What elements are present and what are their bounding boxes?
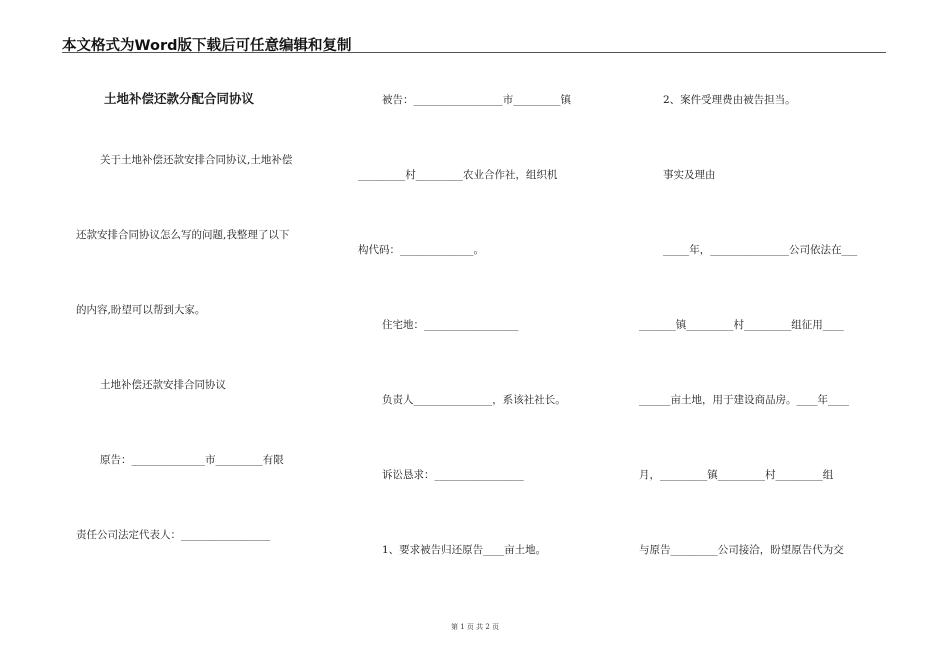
- document-header: 本文格式为Word版下载后可任意编辑和复制: [62, 38, 352, 54]
- section-heading: 土地补偿还款安排合同协议: [100, 379, 226, 391]
- defendant-line: 被告：_________________市_________镇: [382, 94, 571, 106]
- plaintiff-line: 原告：______________市_________有限: [100, 454, 284, 466]
- paragraph-line: 关于土地补偿还款安排合同协议,土地补偿: [100, 154, 293, 166]
- responsible-person-line: 负责人_______________，系该社社长。: [382, 394, 566, 406]
- claim-item: 1、要求被告归还原告____亩土地。: [382, 544, 547, 556]
- page-number: 第 1 页 共 2 页: [450, 623, 500, 631]
- paragraph-line: 的内容,盼望可以帮到大家。: [76, 304, 206, 316]
- org-code-line: 构代码：______________。: [358, 244, 484, 256]
- paragraph-line: 与原告_________公司接洽，盼望原告代为交: [639, 544, 844, 556]
- claim-item: 2、案件受理费由被告担当。: [663, 94, 796, 106]
- claims-heading: 诉讼恳求：_________________: [382, 469, 524, 481]
- paragraph-line: 还款安排合同协议怎么写的问题,我整理了以下: [76, 229, 290, 241]
- document-title: 土地补偿还款分配合同协议: [104, 91, 255, 106]
- address-line: 住宅地：__________________: [382, 319, 519, 331]
- representative-line: 责任公司法定代表人：_________________: [76, 529, 271, 541]
- paragraph-line: _______镇_________村_________组征用____: [639, 319, 844, 331]
- paragraph-line: _____年，_______________公司依法在___: [663, 244, 858, 256]
- paragraph-line: _________村_________农业合作社，组织机: [358, 169, 558, 181]
- facts-heading: 事实及理由: [663, 169, 716, 181]
- paragraph-line: 月，_________镇_________村_________组: [639, 469, 834, 481]
- header-divider: [62, 52, 886, 53]
- paragraph-line: ______亩土地，用于建设商品房。____年____: [639, 394, 849, 406]
